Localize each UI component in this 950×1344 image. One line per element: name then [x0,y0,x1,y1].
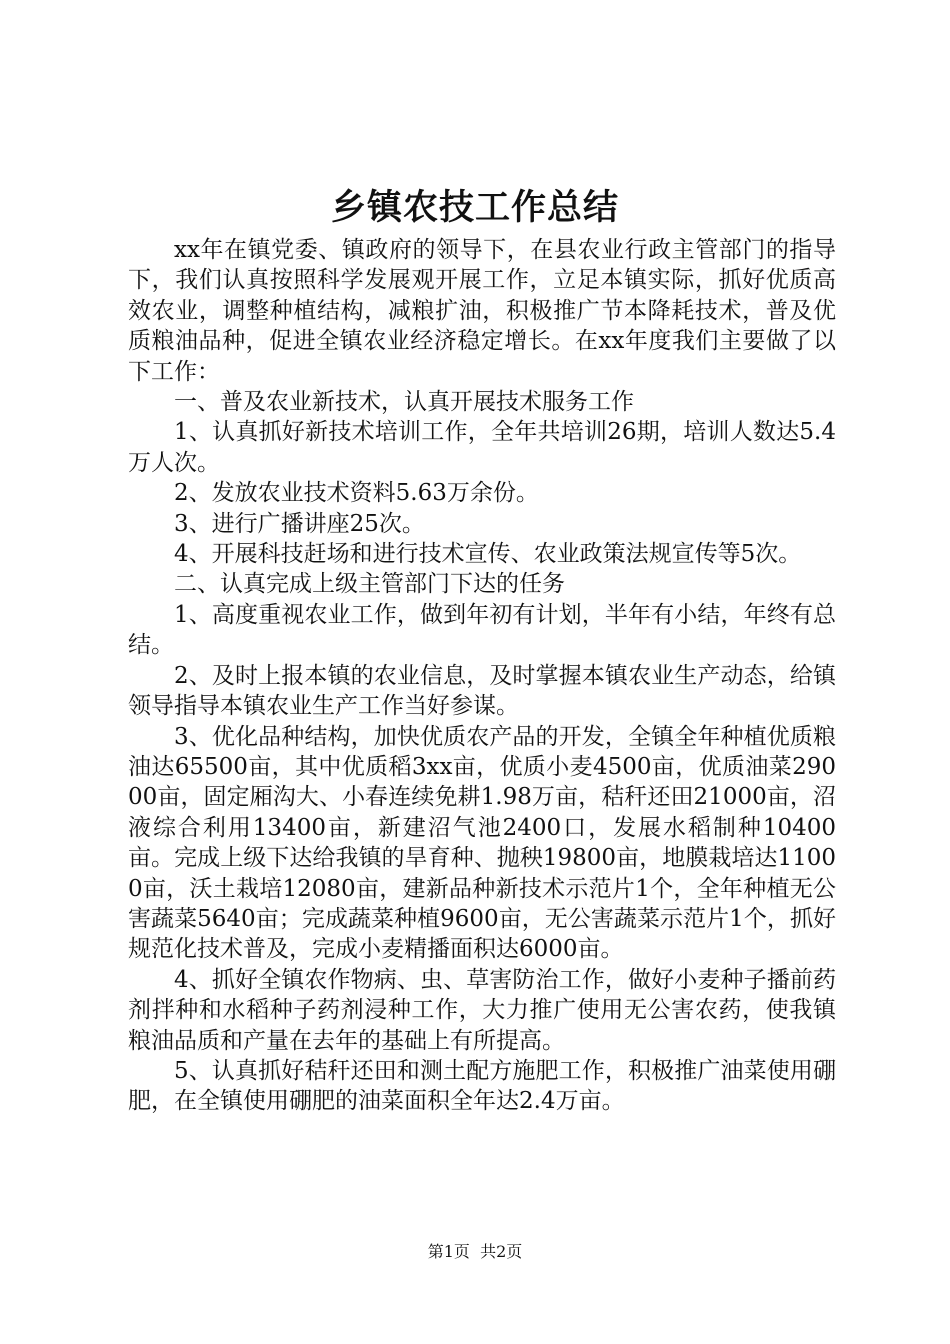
list-item: 3、优化品种结构，加快优质农产品的开发，全镇全年种植优质粮油达65500亩，其中优质稻3xx亩，优质小麦4500亩，优质油菜29000亩，固定厢沟大、小春连续免耕1.98万亩，秸秆还田21000亩，沼液综合利用13400亩，新建沼气池2400口，发展水稻制种10400亩。完成上级下达给我镇的旱育种、抛秧19800亩，地膜栽培达11000亩，沃土栽培12080亩，建新品种新技术示范片1个，全年种植无公害蔬菜5640亩；完成蔬菜种植9600亩，无公害蔬菜示范片1个，抓好规范化技术普及，完成小麦精播面积达6000亩。 [128,723,836,963]
document-title: 乡镇农技工作总结 [330,188,619,228]
list-item: 2、发放农业技术资料5.63万余份。 [174,480,539,507]
section-heading-2: 二、认真完成上级主管部门下达的任务 [174,571,565,598]
list-item: 1、认真抓好新技术培训工作，全年共培训26期，培训人数达5.4万人次。 [128,419,836,476]
list-item: 5、认真抓好秸秆还田和测土配方施肥工作，积极推广油菜使用硼肥，在全镇使用硼肥的油菜面积全年达2.4万亩。 [128,1057,836,1115]
list-item: 4、抓好全镇农作物病、虫、草害防治工作，做好小麦种子播前药剂拌种和水稻种子药剂浸种工作，大力推广使用无公害农药，使我镇粮油品质和产量在去年的基础上有所提高。 [128,966,836,1054]
intro-paragraph: xx年在镇党委、镇政府的领导下，在县农业行政主管部门的指导下，我们认真按照科学发展观开展工作，立足本镇实际，抓好优质高效农业，调整种植结构，减粮扩油，积极推广节本降耗技术，普及优质粮油品种，促进全镇农业经济稳定增长。在xx年度我们主要做了以下工作： [128,237,836,385]
page-footer [0,1241,950,1263]
list-item: 4、开展科技赶场和进行技术宣传、农业政策法规宣传等5次。 [174,541,802,568]
list-item: 3、进行广播讲座25次。 [174,510,425,537]
list-item: 1、高度重视农业工作，做到年初有计划，半年有小结，年终有总结。 [128,601,836,659]
footer-spacer [470,1242,480,1261]
section-heading-1: 一、普及农业新技术，认真开展技术服务工作 [174,389,634,416]
document-body [128,235,836,1117]
list-item: 2、及时上报本镇的农业信息，及时掌握本镇农业生产动态，给镇领导指导本镇农业生产工作当好参谋。 [128,662,836,720]
page-number: 第1页 [427,1242,470,1261]
page-total: 共2页 [480,1242,523,1261]
